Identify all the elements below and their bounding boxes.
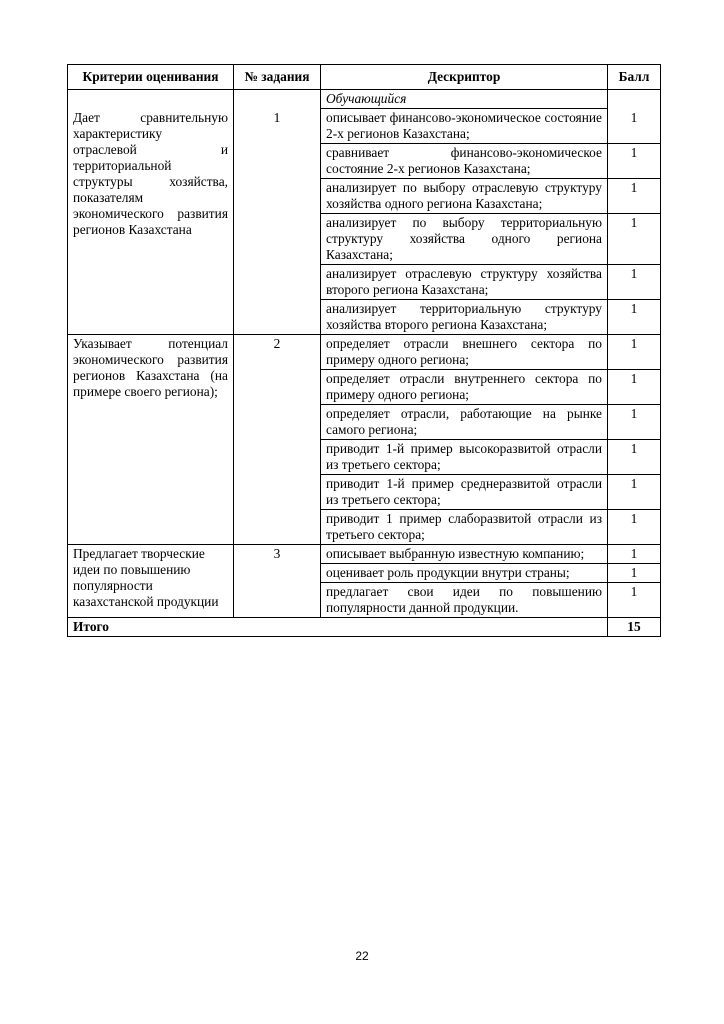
descriptor-score: 1 bbox=[608, 545, 661, 564]
descriptor-score: 1 bbox=[608, 564, 661, 583]
descriptor-text: анализирует по выбору территориальную структуру хозяйства одного региона Казахстана; bbox=[321, 214, 608, 265]
header-score: Балл bbox=[608, 65, 661, 90]
descriptor-score: 1 bbox=[608, 179, 661, 214]
descriptor-score: 1 bbox=[608, 300, 661, 335]
header-task-number: № задания bbox=[234, 65, 321, 90]
table-row bbox=[68, 109, 661, 144]
descriptor-score: 1 bbox=[608, 265, 661, 300]
descriptor-text: определяет отрасли внутреннего сектора по примеру одного региона; bbox=[321, 370, 608, 405]
descriptor-score: 1 bbox=[608, 405, 661, 440]
table-row bbox=[68, 335, 661, 370]
score-cell bbox=[608, 90, 661, 109]
table-row bbox=[68, 545, 661, 564]
task-number-2: 2 bbox=[234, 335, 321, 545]
descriptor-text: анализирует отраслевую структуру хозяйства второго региона Казахстана; bbox=[321, 265, 608, 300]
descriptor-score: 1 bbox=[608, 144, 661, 179]
descriptor-text: сравнивает финансово-экономическое состояние 2-х регионов Казахстана; bbox=[321, 144, 608, 179]
descriptor-text: предлагает свои идеи по повышению популярности данной продукции. bbox=[321, 583, 608, 618]
descriptor-score: 1 bbox=[608, 370, 661, 405]
header-row bbox=[68, 65, 661, 90]
criterion-2: Указывает потенциал экономического развития регионов Казахстана (на примере своего региона); bbox=[68, 335, 234, 545]
descriptor-text: приводит 1 пример слаборазвитой отрасли из третьего сектора; bbox=[321, 510, 608, 545]
descriptor-score: 1 bbox=[608, 583, 661, 618]
descriptor-score: 1 bbox=[608, 475, 661, 510]
descriptor-text: определяет отрасли внешнего сектора по примеру одного региона; bbox=[321, 335, 608, 370]
task-number-3: 3 bbox=[234, 545, 321, 618]
descriptor-score: 1 bbox=[608, 510, 661, 545]
subheader-row bbox=[68, 90, 661, 109]
descriptor-score: 1 bbox=[608, 335, 661, 370]
criterion-cell bbox=[68, 90, 234, 109]
assessment-table bbox=[67, 64, 661, 637]
total-row bbox=[68, 618, 661, 637]
descriptor-text: описывает выбранную известную компанию; bbox=[321, 545, 608, 564]
descriptor-text: анализирует по выбору отраслевую структуру хозяйства одного региона Казахстана; bbox=[321, 179, 608, 214]
descriptor-text: приводит 1-й пример высокоразвитой отрасли из третьего сектора; bbox=[321, 440, 608, 475]
total-value: 15 bbox=[608, 618, 661, 637]
descriptor-text: описывает финансово-экономическое состояние 2-х регионов Казахстана; bbox=[321, 109, 608, 144]
descriptor-text: оценивает роль продукции внутри страны; bbox=[321, 564, 608, 583]
descriptor-text: определяет отрасли, работающие на рынке самого региона; bbox=[321, 405, 608, 440]
total-label: Итого bbox=[68, 618, 608, 637]
subheader-label: Обучающийся bbox=[321, 90, 608, 109]
descriptor-text: приводит 1-й пример среднеразвитой отрасли из третьего сектора; bbox=[321, 475, 608, 510]
task-cell bbox=[234, 90, 321, 109]
task-number-1: 1 bbox=[234, 109, 321, 335]
criterion-1: Дает сравнительную характеристику отраслевой и территориальной структуры хозяйства, показателям экономического развития регионов Казахстана bbox=[68, 109, 234, 335]
header-criteria: Критерии оценивания bbox=[68, 65, 234, 90]
header-descriptor: Дескриптор bbox=[321, 65, 608, 90]
criterion-3: Предлагает творческие идеи по повышению популярности казахстанской продукции bbox=[68, 545, 234, 618]
descriptor-score: 1 bbox=[608, 109, 661, 144]
page-number: 22 bbox=[355, 949, 369, 963]
descriptor-score: 1 bbox=[608, 214, 661, 265]
descriptor-score: 1 bbox=[608, 440, 661, 475]
descriptor-text: анализирует территориальную структуру хозяйства второго региона Казахстана; bbox=[321, 300, 608, 335]
